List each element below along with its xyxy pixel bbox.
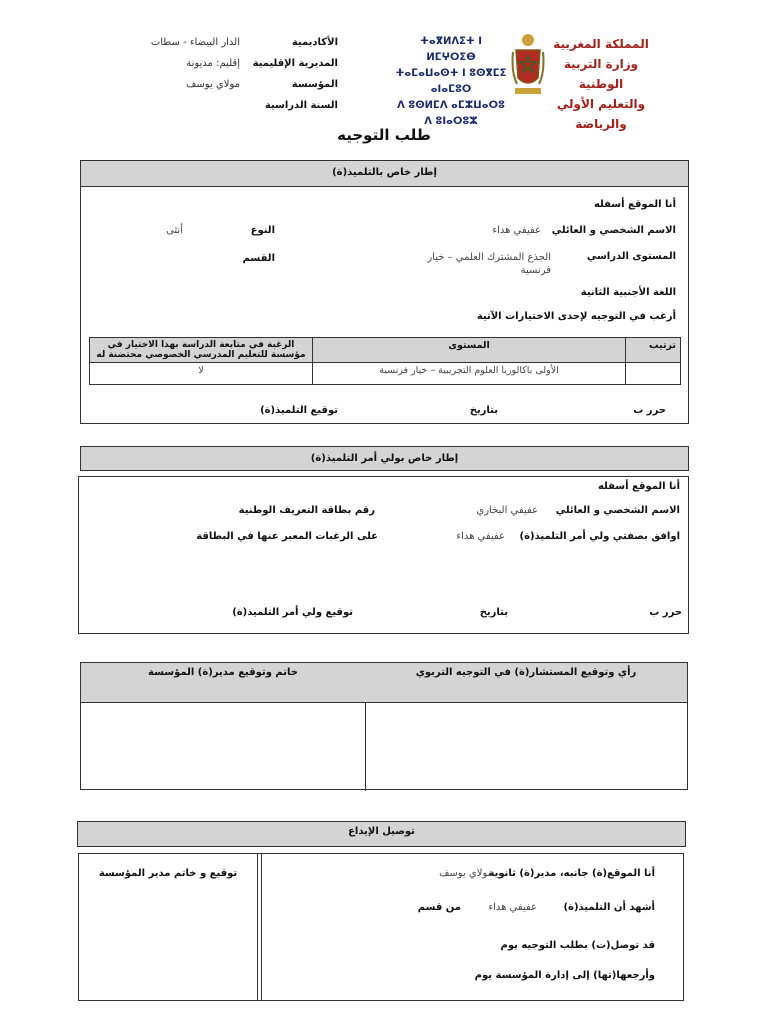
guardian-date-label: بتاريخ: [479, 607, 508, 618]
guardian-name-label: الاسم الشخصي و العائلي: [555, 505, 680, 516]
id-card-label: رقم بطاقة التعريف الوطنية: [238, 505, 375, 516]
value-directorate: إقليم: مديونة: [186, 58, 240, 69]
receipt-section-header: توصيل الإيداع: [77, 821, 686, 847]
col-level: المستوى: [313, 338, 626, 363]
guardian-made-in: حرر ب: [649, 607, 682, 618]
gender-label: النوع: [250, 225, 275, 236]
opinion-section: [80, 662, 688, 790]
student-section-header: إطار خاص بالتلميذ(ة): [81, 161, 688, 187]
agree-student-value: عفيفي هداء: [456, 531, 505, 542]
value-academy: الدار البيضاء - سطات: [150, 37, 240, 48]
table-row: [90, 363, 681, 385]
choices-table: [89, 337, 681, 385]
receipt-line2-label: أشهد أن التلميذ(ة): [563, 902, 655, 913]
label-academy: الأكاديمية: [291, 37, 338, 48]
kingdom-text: [547, 34, 655, 134]
header-labels: [250, 32, 338, 116]
receipt-line2-value: عفيفي هداء: [488, 902, 537, 913]
receipt-line3: قد توصل(ت) بطلب التوجيه يوم: [500, 940, 655, 951]
level-label: المستوى الدراسي: [586, 251, 676, 262]
value-institution: مولاي يوسف: [186, 79, 240, 90]
wish-label: أرغب في التوجيه لإحدى الاختيارات الآتية: [476, 311, 676, 322]
guardian-signature-label: توقيع ولي أمر التلميذ(ة): [232, 607, 353, 618]
student-undersigned: أنا الموقع أسفله: [593, 199, 676, 210]
student-date-label: بتاريخ: [469, 405, 498, 416]
tifinagh-line: ⵜⴰⴳⵍⴷⵉⵜ ⵏ ⵍⵎⵖⵔⵉⴱ: [420, 36, 482, 63]
advisor-signature-area[interactable]: [365, 704, 687, 790]
guardian-undersigned: أنا الموقع أسفله: [597, 481, 680, 492]
class-label: القسم: [242, 253, 275, 264]
receipt-line1-label: أنا الموقع(ة) جانبه، مدير(ة) ثانوية: [488, 868, 655, 879]
col-rank: ترتيب: [626, 338, 681, 363]
tifinagh-text: [395, 34, 507, 130]
cell-private-wish[interactable]: لا: [90, 363, 313, 385]
label-institution: المؤسسة: [291, 79, 338, 90]
guardian-section: [78, 476, 689, 634]
kingdom-line: والتعليم الأولي والرياضة: [556, 97, 646, 131]
director-header: خاتم وتوقيع مدير(ة) المؤسسة: [81, 663, 365, 703]
receipt-line2-suffix: من قسم: [417, 902, 461, 913]
ministry-logo-block: [395, 32, 655, 131]
col-private-wish: الرغبة في متابعة الدراسة بهذا الاختيار في مؤسسة للتعليم المدرسي الخصوصي محتضنة له: [90, 338, 313, 363]
kingdom-line: المملكة المغربية: [553, 37, 649, 51]
guardian-section-header: إطار خاص بولي أمر التلميذ(ة): [80, 446, 689, 471]
agree-label: اوافق بصفتي ولي أمر التلميذ(ة): [519, 531, 680, 542]
gender-value: أنثى: [166, 225, 183, 236]
wishes-label: على الرغبات المعبر عنها في البطاقة: [196, 531, 378, 542]
cell-level[interactable]: الأولى باكالوريا العلوم التجريبية – خيار فرنسية: [313, 363, 626, 385]
cell-rank[interactable]: [626, 363, 681, 385]
label-directorate: المديرية الإقليمية: [252, 58, 338, 69]
table-header-row: [90, 338, 681, 363]
student-name-value: عفيفي هداء: [492, 225, 541, 236]
level-value: الجذع المشترك العلمي – خيار فرنسية: [427, 252, 551, 276]
page-title: طلب التوجيه: [337, 126, 431, 144]
director-sign-label: توقيع و خاتم مدير المؤسسة: [98, 868, 238, 879]
kingdom-line: وزارة التربية الوطنية: [563, 57, 639, 91]
advisor-header: رأي وتوقيع المستشار(ة) في التوجيه التربوي: [364, 663, 687, 703]
director-stamp-area[interactable]: [81, 704, 364, 790]
tifinagh-line: ⴷ ⵓⵙⵍⵎⴷ ⴰⵎⵣⵡⴰⵔⵓ ⴷ ⵓⵏⴰⵔⵓⵣ: [397, 100, 505, 127]
tifinagh-line: ⵜⴰⵎⴰⵡⴰⵙⵜ ⵏ ⵓⵙⴳⵎⵉ ⴰⵏⴰⵎⵓⵔ: [395, 68, 507, 95]
coat-of-arms-icon: [511, 32, 545, 100]
student-made-in: حرر ب: [633, 405, 666, 416]
receipt-line4: وأرجعها(تها) إلى إدارة المؤسسة يوم: [474, 970, 655, 981]
student-signature-label: توقيع التلميذ(ة): [260, 405, 338, 416]
receipt-line1-value: مولاي يوسف: [439, 868, 493, 879]
choices-table-wrap: [89, 337, 681, 385]
second-language-label: اللغة الأجنبية الثانية: [580, 287, 676, 298]
guardian-name-value: عفيفي البخاري: [476, 505, 538, 516]
header-values: [120, 32, 240, 95]
receipt-double-divider: [257, 854, 262, 1000]
student-name-label: الاسم الشخصي و العائلي: [551, 225, 676, 236]
student-section: [80, 160, 689, 424]
label-school-year: السنة الدراسية: [264, 100, 338, 111]
receipt-section: [78, 853, 684, 1001]
